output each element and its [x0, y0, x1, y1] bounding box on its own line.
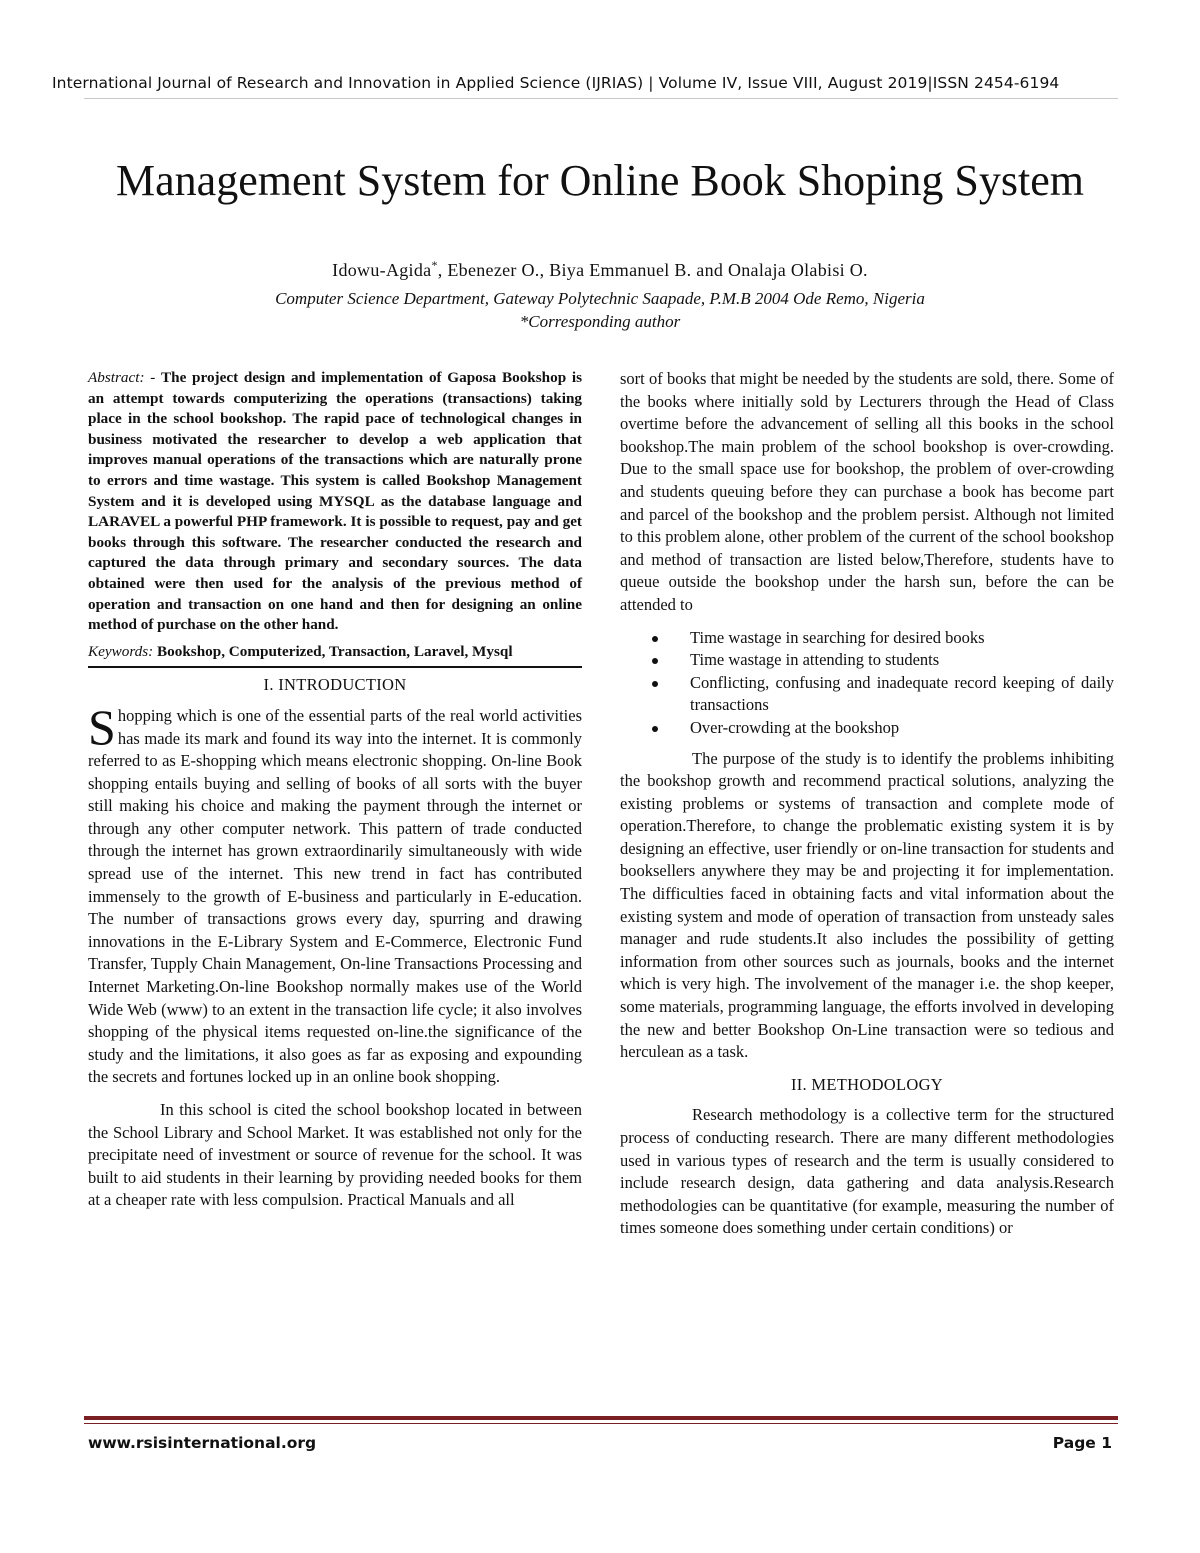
abstract [88, 368, 582, 636]
other-authors: , Ebenezer O., Biya Emmanuel B. and Onalaja Olabisi O. [437, 260, 868, 280]
footer-website: www.rsisinternational.org [88, 1434, 317, 1452]
intro-paragraph-3: The purpose of the study is to identify the problems inhibiting the bookshop growth and recommend practical solutions, analyzing the existing problems or systems of transaction and complete mode of operation.Therefore, to change the problematic existing system it is by designing an effective, user friendly or on-line transaction for students and booksellers anywhere they may be and projecting it for implementation. The difficulties faced in obtaining facts and vital information about the existing system and mode of operation of transaction from unsteady sales manager and rude students.It also includes the possibility of getting information from other sources such as journals, books and the internet which is very high. The involvement of the manager i.e. the shop keeper, some materials, programming language, the efforts involved in developing the new and better Bookshop On-Line transaction were so tedious and herculean as a task. [620, 748, 1114, 1062]
running-header: International Journal of Research and Innovation in Applied Science (IJRIAS) | Volume IV, Issue VIII, August 2019|ISSN 2454-6194 [52, 74, 1060, 92]
author-list [100, 258, 1100, 281]
corresponding-mark: * [431, 258, 438, 272]
bullet-icon [652, 658, 658, 664]
problem-list [620, 627, 1114, 740]
intro-paragraph-1 [88, 698, 582, 1089]
methodology-paragraph-1: Research methodology is a collective term for the structured process of conducting research. There are many different methodologies used in various types of research and the term is usually considered to include research design, data gathering and data analysis.Research methodologies can be quantitative (for example, measuring the number of times someone does something under certain conditions) or [620, 1105, 1114, 1238]
keywords-label: Keywords: [88, 642, 158, 660]
intro-paragraph-2: In this school is cited the school bookshop located in between the School Library and School Market. It was established not only for the precipitate need of investment or source of revenue for the school. It was built to aid students in their learning by providing needed books for them at a cheaper rate with less compulsion. Practical Manuals and all [88, 1100, 582, 1210]
list-item [620, 649, 1114, 672]
right-column [620, 368, 1114, 1240]
left-column [88, 368, 582, 1212]
footer-divider-thin [84, 1423, 1118, 1424]
keywords [88, 642, 582, 663]
abstract-text: The project design and implementation of Gaposa Bookshop is an attempt towards computerizing the operations (transactions) taking place in the school bookshop. The rapid pace of technological changes in business motivated the researcher to develop a web application that improves manual operations of the transactions which are naturally prone to errors and time wastage. This system is called Bookshop Management System and it is developed using MYSQL as the database language and LARAVEL a powerful PHP framework. It is possible to request, pay and get books through this software. The researcher conducted the research and captured the data through primary and secondary sources. The data obtained were then used for the analysis of the previous method of operation and transaction on one hand and then for designing an online method of purchase on the other hand. [88, 369, 582, 634]
list-item [620, 672, 1114, 717]
list-item-text: Time wastage in attending to students [690, 650, 940, 670]
abstract-divider [88, 666, 582, 668]
list-item-text: Conflicting, confusing and inadequate record keeping of daily transactions [690, 672, 1114, 715]
list-item-text: Time wastage in searching for desired books [690, 627, 985, 647]
list-item [620, 717, 1114, 740]
corresponding-note: *Corresponding author [519, 312, 681, 331]
list-item [620, 627, 1114, 650]
intro-paragraph-2-continued: sort of books that might be needed by the students are sold, there. Some of the books where initially sold by Lecturers through the Head of Class overtime before the advancement of selling all this books in the school bookshop.The main problem of the school bookshop is over-crowding. Due to the small space use for bookshop, the problem of over-crowding and students queuing before they can purchase a book has become part and parcel of the bookshop and the problem persist. Although not limited to this problem alone, other problem of the current of the school bookshop and method of transaction are listed below,Therefore, students have to queue outside the bookshop under the harsh sun, before the can be attended to [620, 369, 1114, 614]
bullet-icon [652, 636, 658, 642]
drop-cap: S [88, 698, 116, 755]
header-divider [84, 98, 1118, 99]
bullet-icon [652, 681, 658, 687]
list-item-text: Over-crowding at the bookshop [690, 717, 900, 737]
paper-title: Management System for Online Book Shoping System [116, 156, 1084, 206]
intro-paragraph-1-text: hopping which is one of the essential parts of the real world activities has made its mark and found its way into the internet. It is commonly referred to as E-shopping which means electronic shopping. On-line Book shopping entails buying and selling of books of all sorts with the buyer still making his choice and making the payment through the internet or through any other computer network. This pattern of trade conducted through the internet has grown extraordinarily simultaneously with wide spread use of the internet. This new trend in fact has contributed immensely to the growth of E-business and particularly in E-education. The number of transactions grows every day, spurring and drawing innovations in the E-Library System and E-Commerce, Electronic Fund Transfer, Tupply Chain Management, On-line Transactions Processing and Internet Marketing.On-line Bookshop normally makes use of the World Wide Web (www) to an extent in the transaction life cycle; it also involves shopping of the physical items requested on-line.the significance of the study and the limitations, it also goes as far as exposing and expounding the secrets and fortunes locked up in an online book shopping. [88, 705, 582, 1087]
intro-heading: I. INTRODUCTION [263, 675, 407, 695]
methodology-heading: II. METHODOLOGY [790, 1074, 944, 1094]
keywords-text: Bookshop, Computerized, Transaction, Laravel, Mysql [157, 642, 513, 660]
first-author: Idowu-Agida [332, 260, 432, 280]
bullet-icon [652, 726, 658, 732]
page-number: Page 1 [1052, 1434, 1112, 1452]
affiliation: Computer Science Department, Gateway Polytechnic Saapade, P.M.B 2004 Ode Remo, Nigeria [275, 289, 925, 308]
footer-divider-thick [84, 1416, 1118, 1420]
abstract-label: Abstract: - [88, 369, 162, 386]
